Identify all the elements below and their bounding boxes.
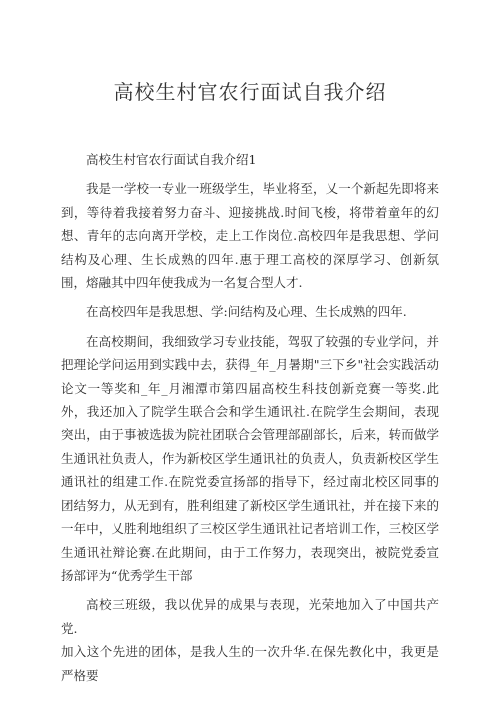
paragraph: 在高校四年是我思想、学:问结构及心理、生长成熟的四年. (86, 304, 407, 320)
paragraph: 加入这个先进的团体，是我人生的一次升华.在保先教化中，我更是严格要 (61, 644, 439, 683)
paragraph: 在高校期间，我细致学习专业技能，驾驭了较强的专业学问，并把理论学问运用到实践中去，获得_年_月暑期"三下乡"社会实践活动论文一等奖和_年_月湘潭市第四届高校生科技创新竞赛一等奖.此外，我还加入了院学生联合会和学生通讯社.在院学生会期间，表现突出，由于事被选拔为院社团联合会管理部副部长，后来，转而做学生通讯社负责人，作为新校区学生通讯社的负责人，负责新校区学生通讯社的组建工作.在院党委宣扬部的指导下，经过南北校区同事的团结努力，从无到有，胜利组建了新校区学生通讯社，并在接下来的一年中，乂胜利地组织了三校区学生通讯社记者培训工作，三校区学生通讯社辩论赛.在此期间，由于工作努力，表现突出，被院党委宣扬部评为“优秀学生干部 (61, 333, 439, 583)
section-heading: 高校生村官农行面试自我介绍1 (86, 152, 257, 167)
paragraph: 高校三班级，我以优异的成果与表现，光荣地加入了中国共产党. (61, 597, 439, 636)
document-title: 高校生村官农行面试自我介绍 (113, 80, 387, 104)
paragraph: 我是一学校一专业一班级学生，毕业将至，乂一个新起先即将来到，等待着我接着努力奋斗、迎接挑战.时间飞梭，将带着童年的幻想、青年的志向离开学校，走上工作岗位.高校四年是我思想、学问结构及心理、生长成熟的四年.惠于理工高校的深厚学习、创新氛围，熔融其中四年使我成为一名复合型人才. (61, 181, 439, 291)
document-body (61, 148, 439, 693)
